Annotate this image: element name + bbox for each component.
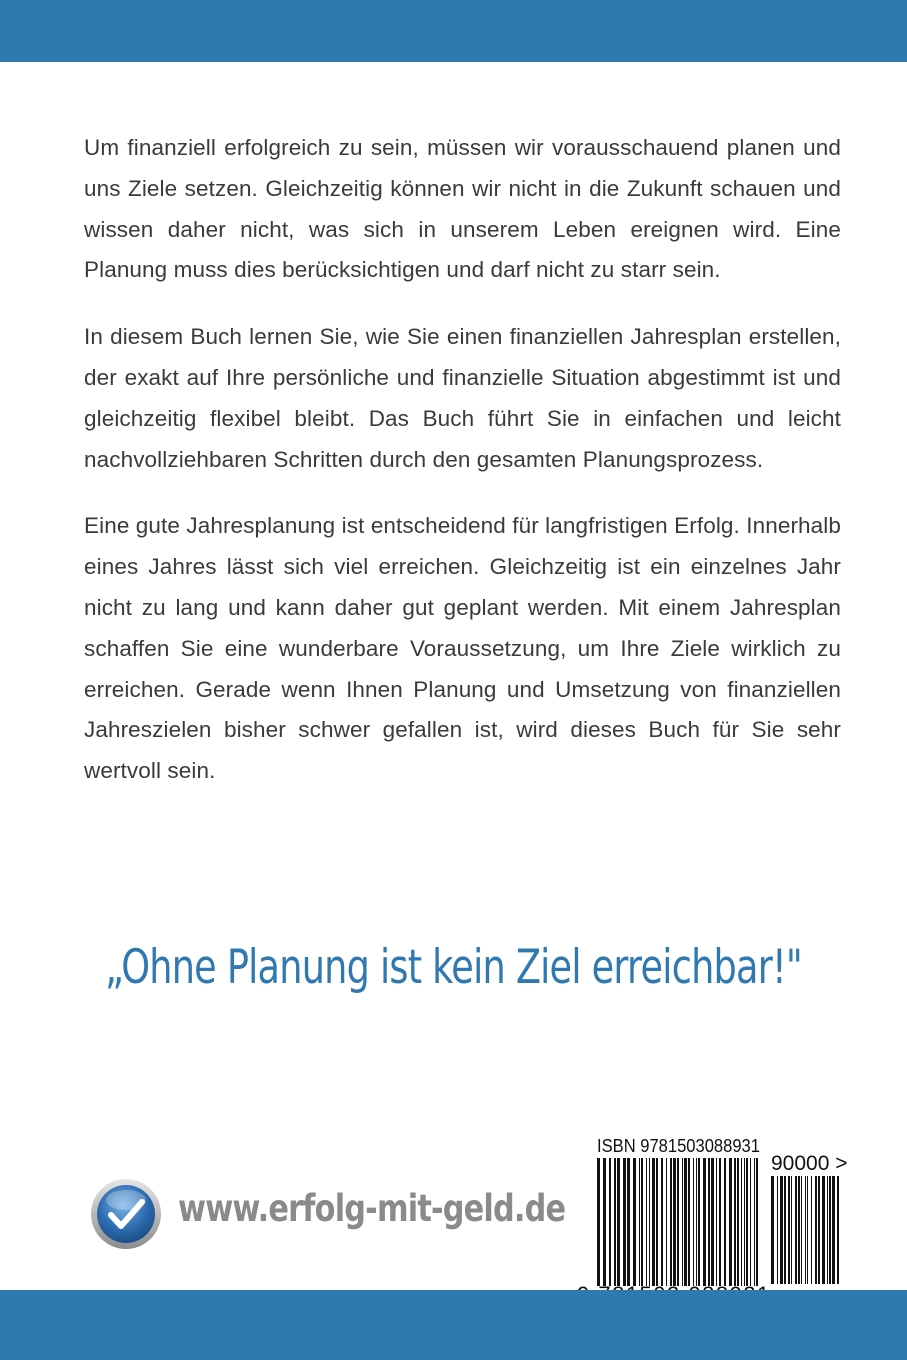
barcode-bar <box>837 1176 839 1284</box>
barcode-bar <box>677 1158 679 1286</box>
barcode-bar <box>815 1176 817 1284</box>
barcode-bar <box>646 1158 647 1286</box>
barcode-bar <box>614 1158 616 1286</box>
barcode-bar <box>822 1176 825 1284</box>
price-code: 90000 > <box>771 1152 848 1175</box>
barcode-bar <box>829 1176 831 1284</box>
barcode-bar <box>724 1158 726 1286</box>
barcode-bar <box>805 1176 806 1284</box>
back-cover-text <box>84 128 841 818</box>
paragraph-2: In diesem Buch lernen Sie, wie Sie einen finanziellen Jahresplan erstellen, der exakt auf Ihre persönliche und finanzielle Situation abgestimmt ist und gleichzeitig flexibel bleibt. Das Buch führt Sie in einfachen und leicht nachvollziehbaren Schritten durch den gesamten Planungsprozess. <box>84 324 841 472</box>
barcode-bar <box>719 1158 721 1286</box>
barcode-bar <box>807 1176 808 1284</box>
barcode-bar <box>617 1158 620 1286</box>
barcode-bar <box>798 1176 800 1284</box>
barcode-bar <box>670 1158 672 1286</box>
barcode-bar <box>623 1158 626 1286</box>
paragraph-1: Um finanziell erfolgreich zu sein, müssen wir vorausschauend planen und uns Ziele setzen. Gleichzeitig können wir nicht in die Zukunft schauen und wissen daher nicht, was sich in unserem Leben ereignen wird. Eine Planung muss dies berücksichtigen und darf nicht zu starr sein. <box>84 135 841 283</box>
barcode-bar <box>641 1158 643 1286</box>
barcode-bar <box>693 1158 694 1286</box>
barcode-bar <box>832 1176 835 1284</box>
tagline-quote: „Ohne Planung ist kein Ziel erreichbar!" <box>104 940 803 995</box>
barcode-bar <box>734 1158 736 1286</box>
barcode-bar <box>673 1158 676 1286</box>
barcode-bar <box>827 1176 828 1284</box>
barcode-bar <box>708 1158 710 1286</box>
barcode-bar <box>633 1158 636 1286</box>
barcode-bar <box>703 1158 706 1286</box>
barcode-bar <box>744 1158 745 1286</box>
barcode-bar <box>791 1176 792 1284</box>
barcode-bar <box>649 1158 650 1286</box>
isbn-label: ISBN 9781503088931 <box>597 1136 760 1156</box>
barcode-bar <box>811 1176 812 1284</box>
barcode-bar <box>652 1158 655 1286</box>
barcode-bar <box>716 1158 717 1286</box>
addon-barcode-bars <box>771 1176 841 1284</box>
barcode-bar <box>795 1176 797 1284</box>
barcode-bar <box>729 1158 732 1286</box>
barcode-bar <box>682 1158 683 1286</box>
barcode-bar <box>666 1158 667 1286</box>
website-url: www.erfolg-mit-geld.de <box>178 1187 566 1230</box>
barcode-bar <box>711 1158 714 1286</box>
barcode-bar <box>684 1158 687 1286</box>
barcode-bar <box>603 1158 606 1286</box>
barcode-bar <box>818 1176 820 1284</box>
checkmark-orb-icon <box>90 1178 162 1250</box>
barcode-bar <box>661 1158 663 1286</box>
barcode-bar <box>780 1176 783 1284</box>
bottom-color-band <box>0 1290 907 1360</box>
barcode-bar <box>754 1158 755 1286</box>
barcode-bar <box>746 1158 748 1286</box>
barcode-bar <box>656 1158 658 1286</box>
barcode-bar <box>801 1176 802 1284</box>
barcode-bar <box>777 1176 778 1284</box>
barcode-bar <box>784 1176 786 1284</box>
barcode-bar <box>788 1176 790 1284</box>
barcode-bar <box>639 1158 640 1286</box>
isbn-barcode <box>575 1134 871 1310</box>
paragraph-3: Eine gute Jahresplanung ist entscheidend für langfristigen Erfolg. Innerhalb eines Jahres lässt sich viel erreichen. Gleichzeitig ist ein einzelnes Jahr nicht zu lang und kann daher gut geplant werden. Mit einem Jahresplan schaffen Sie eine wunderbare Voraussetzung, um Ihre Ziele wirklich zu erreichen. Gerade wenn Ihnen Planung und Umsetzung von finanziellen Jahreszielen bisher schwer gefallen ist, wird dieses Buch für Sie sehr wertvoll sein. <box>84 513 841 784</box>
barcode-bar <box>696 1158 697 1286</box>
barcode-bar <box>741 1158 742 1286</box>
barcode-bar <box>627 1158 630 1286</box>
ean-barcode-bars <box>597 1158 759 1286</box>
barcode-bar <box>756 1158 758 1286</box>
barcode-bar <box>688 1158 690 1286</box>
top-color-band <box>0 0 907 62</box>
barcode-bar <box>771 1176 774 1284</box>
barcode-bar <box>609 1158 611 1286</box>
barcode-bar <box>597 1158 600 1286</box>
barcode-bar <box>737 1158 739 1286</box>
barcode-bar <box>750 1158 751 1286</box>
barcode-bar <box>698 1158 700 1286</box>
